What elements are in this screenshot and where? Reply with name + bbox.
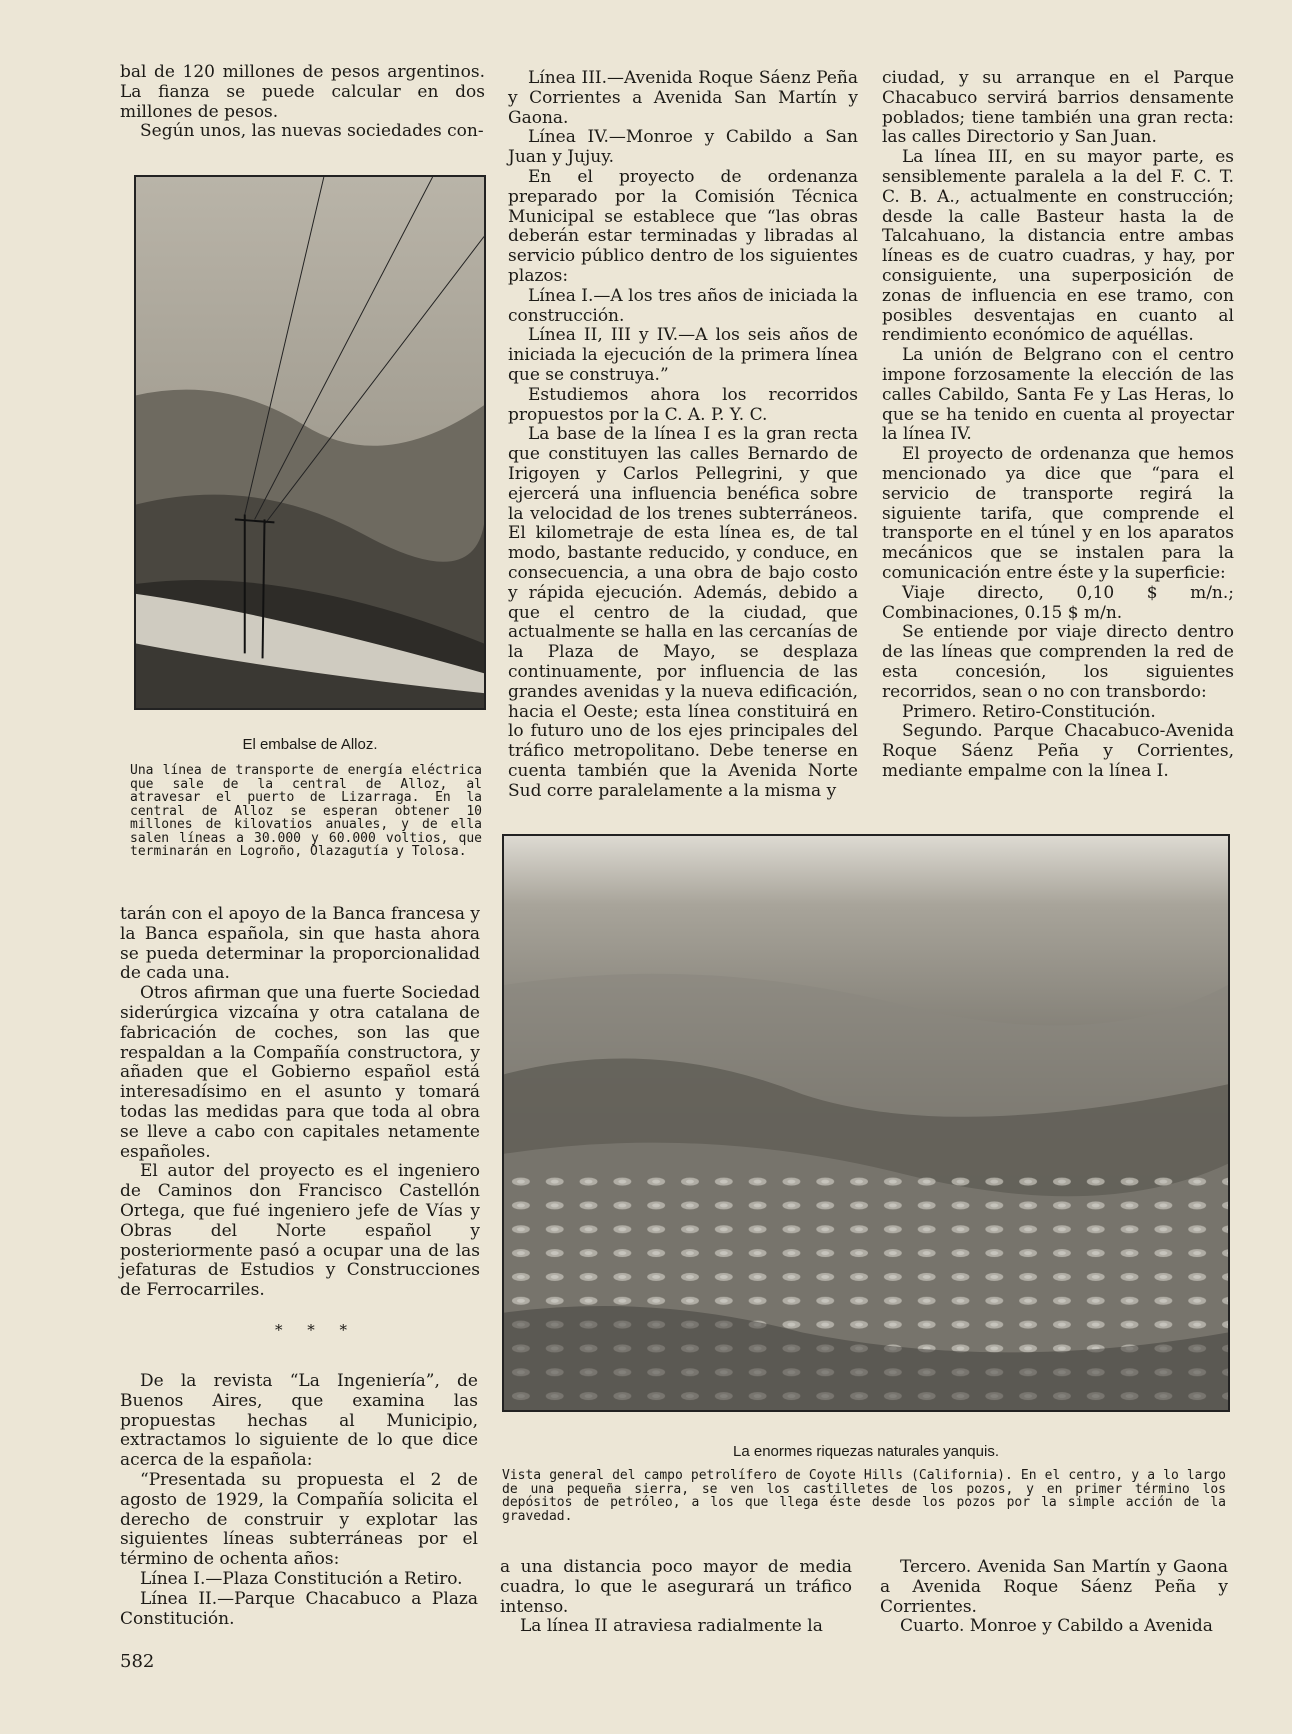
paragraph: a una distancia poco mayor de media cuadra, lo que le asegurará un tráfico intenso. (500, 1557, 852, 1617)
paragraph: Según unos, las nuevas sociedades con- (140, 121, 484, 142)
paragraph: Viaje directo, 0,10 $ m/n.; Combinaciones, 0.15 $ m/n. (882, 582, 1234, 623)
oilfield-image (504, 836, 1228, 1410)
middle-column-text (508, 69, 858, 801)
paragraph: La línea III, en su mayor parte, es sensiblemente paralela a la del F. C. T. C. B. A., actualmente en construcción; desde la calle Basteur hasta la de Talcahuano, la distancia entre ambas líneas es de cuatro cuadras, y hay, por consiguiente, una superposición de zonas de influencia en ese tramo, con posibles desventajas en cuanto al rendimiento económico de aquéllas. (882, 147, 1234, 346)
paragraph: Línea III.—Avenida Roque Sáenz Peña y Corrientes a Avenida San Martín y Gaona. (508, 68, 858, 128)
bottom-right-text (880, 1558, 1228, 1637)
paragraph: Se entiende por viaje directo dentro de las líneas que comprenden la red de esta concesión, los siguientes recorridos, sean o no con transbordo: (882, 622, 1234, 702)
bottom-middle-text (500, 1558, 852, 1637)
left-top-text (120, 63, 485, 142)
photo-coyote-hills (502, 834, 1230, 1412)
photo1-caption-body: Una línea de transporte de energía eléctrica que sale de la central de Alloz, al atravesar el puerto de Lizarraga. En la central de Alloz se esperan obtener 10 millones de kilovatios anuales, y de ella salen líneas a 30.000 y 60.000 voltios, que terminarán en Logroño, Olazagutía y Tolosa. (130, 763, 482, 859)
paragraph: Línea IV.—Monroe y Cabildo a San Juan y Jujuy. (508, 127, 858, 168)
paragraph: El proyecto de ordenanza que hemos mencionado ya dice que “para el servicio de transporte regirá la siguiente tarifa, que comprende el transporte en el túnel y en los aparatos mecánicos que se instalen para la comunicación entre éste y la superficie: (882, 444, 1234, 583)
paragraph: Línea II.—Parque Chacabuco a Plaza Constitución. (120, 1588, 478, 1629)
left-bottom-text (120, 1372, 478, 1629)
paragraph: ciudad, y su arranque en el Parque Chacabuco servirá barrios densamente poblados; tiene también una gran recta: las calles Directorio y San Juan. (882, 68, 1234, 148)
paragraph: La línea II atraviesa radialmente la (520, 1616, 823, 1637)
left-mid-text (120, 905, 480, 1301)
paragraph: Tercero. Avenida San Martín y Gaona a Avenida Roque Sáenz Peña y Corrientes. (880, 1557, 1228, 1617)
paragraph: Estudiemos ahora los recorridos propuestos por la C. A. P. Y. C. (508, 384, 858, 425)
paragraph: La unión de Belgrano con el centro impone forzosamente la elección de las calles Cabildo, Santa Fe y Las Heras, lo que se ha tenido en cuenta al proyectar la línea IV. (882, 345, 1234, 445)
page-number: 582 (120, 1651, 155, 1672)
right-column-text (882, 69, 1234, 782)
landscape-image (136, 177, 484, 708)
photo-embalse-alloz (134, 175, 486, 710)
paragraph: Segundo. Parque Chacabuco-Avenida Roque Sáenz Peña y Corrientes, mediante empalme con la línea I. (882, 721, 1234, 781)
paragraph: El autor del proyecto es el ingeniero de Caminos don Francisco Castellón Ortega, que fué ingeniero jefe de Vías y Obras del Norte español y posteriormente pasó a ocupar una de las jefaturas de Estudios y Construcciones de Ferrocarriles. (120, 1161, 480, 1301)
section-separator: * * * (275, 1321, 358, 1339)
paragraph: En el proyecto de ordenanza preparado por la Comisión Técnica Municipal se establece que “las obras deberán estar terminadas y libradas al servicio público dentro de los siguientes plazos: (508, 166, 858, 286)
paragraph: De la revista “La Ingeniería”, de Buenos Aires, que examina las propuestas hechas al Municipio, extractamos lo siguiente de lo que dice acerca de la española: (120, 1371, 478, 1471)
paragraph: bal de 120 millones de pesos argentinos. La fianza se puede calcular en dos millones de pesos. (120, 62, 485, 122)
paragraph: Línea I.—Plaza Constitución a Retiro. (140, 1568, 463, 1589)
photo1-caption-title: El embalse de Alloz. (242, 736, 378, 753)
paragraph: Otros afirman que una fuerte Sociedad siderúrgica vizcaína y otra catalana de fabricación de coches, son las que respaldan a la Compañía constructora, y añaden que el Gobierno español está interesadísimo en el asunto y tomará todas las medidas para que toda al obra se lleve a cabo con capitales netamente españoles. (120, 983, 480, 1162)
paragraph: tarán con el apoyo de la Banca francesa y la Banca española, sin que hasta ahora se pueda determinar la proporcionalidad de cada una. (120, 904, 480, 984)
paragraph: Cuarto. Monroe y Cabildo a Avenida (900, 1616, 1213, 1637)
paragraph: Primero. Retiro-Constitución. (902, 701, 1156, 722)
photo2-caption-body: Vista general del campo petrolífero de Coyote Hills (California). En el centro, y a lo largo de una pequeña sierra, se ven los castilletes de los pozos, y en primer término los depósitos de petróleo, a los que llega éste desde los pozos por la simple acción de la gravedad. (502, 1468, 1226, 1524)
paragraph: Línea II, III y IV.—A los seis años de iniciada la ejecución de la primera línea que se construya.” (508, 325, 858, 385)
paragraph: La base de la línea I es la gran recta que constituyen las calles Bernardo de Irigoyen y Carlos Pellegrini, y que ejercerá una influencia benéfica sobre la velocidad de los trenes subterráneos. El kilometraje de esta línea es, de tal modo, bastante reducido, y conduce, en consecuencia, a una obra de bajo costo y rápida ejecución. Además, debido a que el centro de la ciudad, que actualmente se halla en las cercanías de la Plaza de Mayo, se desplaza continuamente, por influencia de las grandes avenidas y la nueva edificación, hacia el Oeste; esta línea constituirá en lo futuro uno de los ejes principales del tráfico metropolitano. Debe tenerse en cuenta también que la Avenida Norte Sud corre paralelamente a la misma y (508, 424, 858, 801)
paragraph: Línea I.—A los tres años de iniciada la construcción. (508, 285, 858, 326)
photo2-caption-title: La enormes riquezas naturales yanquis. (733, 1443, 999, 1460)
paragraph: “Presentada su propuesta el 2 de agosto de 1929, la Compañía solicita el derecho de construir y explotar las siguientes líneas subterráneas por el término de ochenta años: (120, 1469, 478, 1570)
